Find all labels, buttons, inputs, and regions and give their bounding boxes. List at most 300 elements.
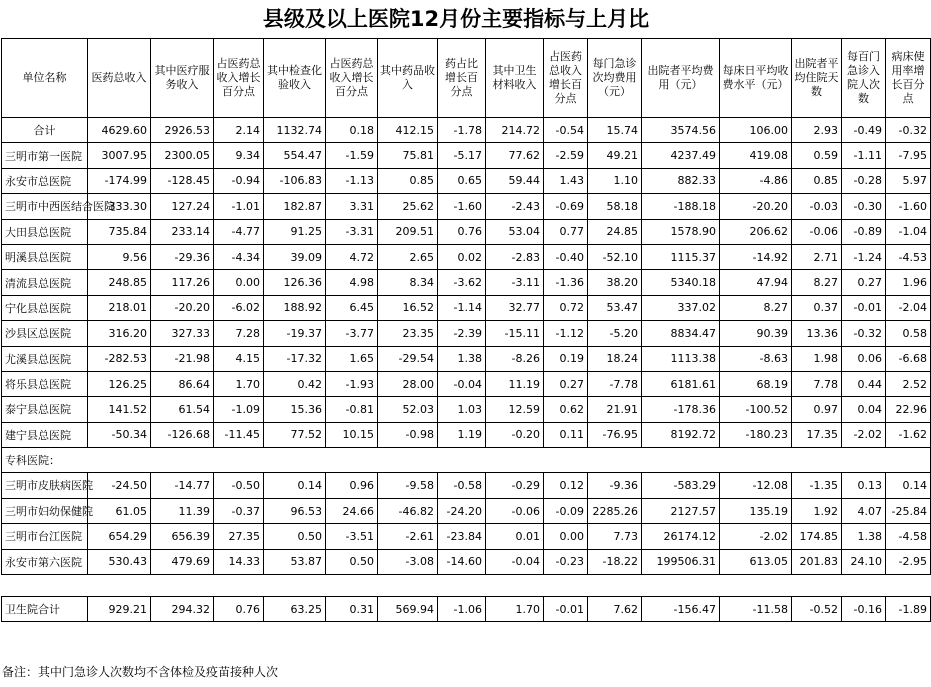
value-cell: -21.98 [151, 346, 214, 371]
value-cell: -0.06 [792, 219, 842, 244]
value-cell: 4.98 [326, 270, 378, 295]
value-cell: -0.32 [842, 321, 886, 346]
column-header: 出院者平均费用（元） [642, 39, 720, 118]
value-cell: -25.84 [886, 498, 931, 523]
value-cell: 27.35 [214, 524, 264, 549]
value-cell: 0.11 [544, 422, 588, 447]
value-cell: 0.96 [326, 473, 378, 498]
value-cell: 6.45 [326, 295, 378, 320]
value-cell: 0.62 [544, 397, 588, 422]
spacer-cell [2, 575, 931, 597]
value-cell: 656.39 [151, 524, 214, 549]
value-cell: -4.53 [886, 244, 931, 269]
value-cell: -2.02 [720, 524, 792, 549]
value-cell: 18.24 [588, 346, 642, 371]
value-cell: -6.02 [214, 295, 264, 320]
value-cell: 0.59 [792, 143, 842, 168]
unit-name-cell: 沙县区总医院 [2, 321, 88, 346]
value-cell: -29.36 [151, 244, 214, 269]
value-cell: 17.35 [792, 422, 842, 447]
column-header: 每百门急诊入院人次数 [842, 39, 886, 118]
table-row [2, 371, 931, 396]
value-cell: -156.47 [642, 597, 720, 622]
value-cell: 0.72 [544, 295, 588, 320]
value-cell: 654.29 [88, 524, 151, 549]
unit-name-cell: 明溪县总医院 [2, 244, 88, 269]
value-cell: -1.04 [886, 219, 931, 244]
value-cell: -174.99 [88, 168, 151, 193]
value-cell: -52.10 [588, 244, 642, 269]
table-row [2, 194, 931, 219]
value-cell: -1.06 [438, 597, 486, 622]
value-cell: 182.87 [264, 194, 326, 219]
value-cell: -1.60 [886, 194, 931, 219]
value-cell: 2.93 [792, 118, 842, 143]
value-cell: 4629.60 [88, 118, 151, 143]
value-cell: -1.60 [438, 194, 486, 219]
value-cell: 13.36 [792, 321, 842, 346]
value-cell: 21.91 [588, 397, 642, 422]
value-cell: 91.25 [264, 219, 326, 244]
value-cell: 1115.37 [642, 244, 720, 269]
value-cell: -46.82 [378, 498, 438, 523]
value-cell: 7.28 [214, 321, 264, 346]
value-cell: -1.14 [438, 295, 486, 320]
value-cell: 1.70 [214, 371, 264, 396]
value-cell: 0.27 [544, 371, 588, 396]
value-cell: 4.15 [214, 346, 264, 371]
value-cell: 233.14 [151, 219, 214, 244]
value-cell: 4.07 [842, 498, 886, 523]
value-cell: -180.23 [720, 422, 792, 447]
unit-name-cell: 大田县总医院 [2, 219, 88, 244]
value-cell: -8.63 [720, 346, 792, 371]
value-cell: 8834.47 [642, 321, 720, 346]
value-cell: -188.18 [642, 194, 720, 219]
table-row [2, 143, 931, 168]
value-cell: 141.52 [88, 397, 151, 422]
value-cell: -14.77 [151, 473, 214, 498]
table-row [2, 219, 931, 244]
column-header: 药占比增长百分点 [438, 39, 486, 118]
column-header: 病床使用率增长百分点 [886, 39, 931, 118]
value-cell: 22.96 [886, 397, 931, 422]
value-cell: -1.13 [326, 168, 378, 193]
value-cell: 68.19 [720, 371, 792, 396]
value-cell: -0.50 [214, 473, 264, 498]
value-cell: 2926.53 [151, 118, 214, 143]
value-cell: 77.52 [264, 422, 326, 447]
value-cell: 554.47 [264, 143, 326, 168]
column-header: 占医药总收入增长百分点 [326, 39, 378, 118]
value-cell: -4.34 [214, 244, 264, 269]
value-cell: -0.20 [486, 422, 544, 447]
unit-name-cell: 建宁县总医院 [2, 422, 88, 447]
value-cell: 0.37 [792, 295, 842, 320]
value-cell: 0.01 [486, 524, 544, 549]
value-cell: -76.95 [588, 422, 642, 447]
value-cell: 32.77 [486, 295, 544, 320]
value-cell: -3.62 [438, 270, 486, 295]
value-cell: 2.65 [378, 244, 438, 269]
value-cell: 11.19 [486, 371, 544, 396]
value-cell: -0.69 [544, 194, 588, 219]
value-cell: -0.23 [544, 549, 588, 574]
value-cell: 5340.18 [642, 270, 720, 295]
value-cell: 90.39 [720, 321, 792, 346]
value-cell: 106.00 [720, 118, 792, 143]
value-cell: 0.19 [544, 346, 588, 371]
value-cell: 8192.72 [642, 422, 720, 447]
table-row [2, 118, 931, 143]
value-cell: 218.01 [88, 295, 151, 320]
table-row [2, 270, 931, 295]
value-cell: -1.12 [544, 321, 588, 346]
column-header: 占医药总收入增长百分点 [544, 39, 588, 118]
value-cell: 3007.95 [88, 143, 151, 168]
value-cell: 294.32 [151, 597, 214, 622]
value-cell: 0.18 [326, 118, 378, 143]
value-cell: -0.29 [486, 473, 544, 498]
value-cell: 479.69 [151, 549, 214, 574]
value-cell: 38.20 [588, 270, 642, 295]
value-cell: 26174.12 [642, 524, 720, 549]
value-cell: -1.35 [792, 473, 842, 498]
value-cell: 61.54 [151, 397, 214, 422]
value-cell: -5.20 [588, 321, 642, 346]
value-cell: 201.83 [792, 549, 842, 574]
value-cell: 59.44 [486, 168, 544, 193]
column-header: 其中卫生材料收入 [486, 39, 544, 118]
value-cell: 52.03 [378, 397, 438, 422]
section-label: 专科医院： [2, 448, 931, 473]
value-cell: -5.17 [438, 143, 486, 168]
value-cell: -282.53 [88, 346, 151, 371]
spacer-row [2, 575, 931, 597]
value-cell: 0.65 [438, 168, 486, 193]
value-cell: 126.36 [264, 270, 326, 295]
value-cell: 206.62 [720, 219, 792, 244]
value-cell: 0.06 [842, 346, 886, 371]
value-cell: 1113.38 [642, 346, 720, 371]
value-cell: 8.27 [720, 295, 792, 320]
column-header: 其中医疗服务收入 [151, 39, 214, 118]
value-cell: -8.26 [486, 346, 544, 371]
value-cell: 0.58 [886, 321, 931, 346]
value-cell: -0.06 [486, 498, 544, 523]
value-cell: -17.32 [264, 346, 326, 371]
value-cell: 127.24 [151, 194, 214, 219]
value-cell: 58.18 [588, 194, 642, 219]
value-cell: 0.31 [326, 597, 378, 622]
value-cell: -0.52 [792, 597, 842, 622]
value-cell: -0.09 [544, 498, 588, 523]
unit-name-cell: 宁化县总医院 [2, 295, 88, 320]
indicator-table [1, 38, 931, 622]
value-cell: 0.85 [792, 168, 842, 193]
value-cell: -3.08 [378, 549, 438, 574]
value-cell: -7.78 [588, 371, 642, 396]
value-cell: -3.51 [326, 524, 378, 549]
value-cell: 4237.49 [642, 143, 720, 168]
value-cell: 28.00 [378, 371, 438, 396]
value-cell: 16.52 [378, 295, 438, 320]
value-cell: 77.62 [486, 143, 544, 168]
value-cell: -1.62 [886, 422, 931, 447]
value-cell: 1.38 [842, 524, 886, 549]
value-cell: -0.32 [886, 118, 931, 143]
footnote: 备注：其中门急诊人次数均不含体检及疫苗接种人次 [2, 665, 279, 679]
value-cell: 135.19 [720, 498, 792, 523]
unit-name-cell: 卫生院合计 [2, 597, 88, 622]
value-cell: -2.39 [438, 321, 486, 346]
value-cell: -6.68 [886, 346, 931, 371]
value-cell: -126.68 [151, 422, 214, 447]
value-cell: 0.85 [378, 168, 438, 193]
value-cell: -2.02 [842, 422, 886, 447]
value-cell: 8.27 [792, 270, 842, 295]
value-cell: 12.59 [486, 397, 544, 422]
value-cell: -14.60 [438, 549, 486, 574]
value-cell: 11.39 [151, 498, 214, 523]
value-cell: 1.92 [792, 498, 842, 523]
value-cell: 882.33 [642, 168, 720, 193]
value-cell: -0.01 [842, 295, 886, 320]
value-cell: 929.21 [88, 597, 151, 622]
table-row [2, 524, 931, 549]
value-cell: -0.30 [842, 194, 886, 219]
value-cell: -0.81 [326, 397, 378, 422]
value-cell: -1.78 [438, 118, 486, 143]
unit-name-cell: 将乐县总医院 [2, 371, 88, 396]
value-cell: 23.35 [378, 321, 438, 346]
value-cell: 1578.90 [642, 219, 720, 244]
value-cell: -19.37 [264, 321, 326, 346]
value-cell: -106.83 [264, 168, 326, 193]
value-cell: 53.87 [264, 549, 326, 574]
column-header: 其中检查化验收入 [264, 39, 326, 118]
value-cell: -9.36 [588, 473, 642, 498]
value-cell: 0.27 [842, 270, 886, 295]
value-cell: 412.15 [378, 118, 438, 143]
column-header: 每床日平均收费水平（元） [720, 39, 792, 118]
table-row [2, 549, 931, 574]
unit-name-cell: 三明市第一医院 [2, 143, 88, 168]
value-cell: -0.01 [544, 597, 588, 622]
value-cell: 14.33 [214, 549, 264, 574]
value-cell: -20.20 [720, 194, 792, 219]
value-cell: 569.94 [378, 597, 438, 622]
value-cell: -0.58 [438, 473, 486, 498]
value-cell: 126.25 [88, 371, 151, 396]
value-cell: 7.78 [792, 371, 842, 396]
table-row [2, 473, 931, 498]
value-cell: 0.14 [264, 473, 326, 498]
value-cell: -0.04 [438, 371, 486, 396]
value-cell: -0.98 [378, 422, 438, 447]
value-cell: 0.00 [214, 270, 264, 295]
value-cell: -3.77 [326, 321, 378, 346]
value-cell: -14.92 [720, 244, 792, 269]
table-row [2, 168, 931, 193]
table-row [2, 498, 931, 523]
value-cell: 53.04 [486, 219, 544, 244]
value-cell: 1.98 [792, 346, 842, 371]
table-row [2, 346, 931, 371]
section-row [2, 448, 931, 473]
value-cell: 24.10 [842, 549, 886, 574]
column-header: 占医药总收入增长百分点 [214, 39, 264, 118]
column-header: 出院者平均住院天数 [792, 39, 842, 118]
table-row [2, 295, 931, 320]
value-cell: 2300.05 [151, 143, 214, 168]
value-cell: -0.49 [842, 118, 886, 143]
value-cell: 2.71 [792, 244, 842, 269]
value-cell: -18.22 [588, 549, 642, 574]
value-cell: 530.43 [88, 549, 151, 574]
header-row [2, 39, 931, 118]
value-cell: 1.38 [438, 346, 486, 371]
value-cell: -4.77 [214, 219, 264, 244]
value-cell: 4.72 [326, 244, 378, 269]
value-cell: 9.34 [214, 143, 264, 168]
value-cell: -50.34 [88, 422, 151, 447]
value-cell: 0.76 [438, 219, 486, 244]
value-cell: 1132.74 [264, 118, 326, 143]
value-cell: 0.00 [544, 524, 588, 549]
table-row [2, 244, 931, 269]
value-cell: -2.59 [544, 143, 588, 168]
value-cell: -2.83 [486, 244, 544, 269]
value-cell: 1.43 [544, 168, 588, 193]
value-cell: -0.89 [842, 219, 886, 244]
value-cell: -0.28 [842, 168, 886, 193]
value-cell: 419.08 [720, 143, 792, 168]
value-cell: -4.86 [720, 168, 792, 193]
value-cell: -2.61 [378, 524, 438, 549]
value-cell: 0.77 [544, 219, 588, 244]
value-cell: -11.58 [720, 597, 792, 622]
value-cell: 2127.57 [642, 498, 720, 523]
unit-name-cell: 三明市中西医结合医院 [2, 194, 88, 219]
value-cell: -4.58 [886, 524, 931, 549]
value-cell: 199506.31 [642, 549, 720, 574]
value-cell: 47.94 [720, 270, 792, 295]
value-cell: -1.59 [326, 143, 378, 168]
unit-name-cell: 泰宁县总医院 [2, 397, 88, 422]
value-cell: 24.66 [326, 498, 378, 523]
column-header: 每门急诊次均费用（元） [588, 39, 642, 118]
value-cell: 188.92 [264, 295, 326, 320]
value-cell: 3574.56 [642, 118, 720, 143]
value-cell: 86.64 [151, 371, 214, 396]
value-cell: -1.24 [842, 244, 886, 269]
value-cell: 1.70 [486, 597, 544, 622]
page-title: 县级及以上医院12月份主要指标与上月比 [262, 7, 650, 31]
value-cell: 9.56 [88, 244, 151, 269]
value-cell: 1.65 [326, 346, 378, 371]
value-cell: -178.36 [642, 397, 720, 422]
value-cell: 0.02 [438, 244, 486, 269]
value-cell: 1.03 [438, 397, 486, 422]
value-cell: 0.97 [792, 397, 842, 422]
value-cell: 316.20 [88, 321, 151, 346]
unit-name-cell: 三明市妇幼保健院 [2, 498, 88, 523]
column-header-unit: 单位名称 [2, 39, 88, 118]
table-row [2, 397, 931, 422]
unit-name-cell: 合计 [2, 118, 88, 143]
value-cell: 0.14 [886, 473, 931, 498]
value-cell: -1.01 [214, 194, 264, 219]
value-cell: -11.45 [214, 422, 264, 447]
value-cell: -2.95 [886, 549, 931, 574]
value-cell: 7.62 [588, 597, 642, 622]
value-cell: 214.72 [486, 118, 544, 143]
value-cell: -1.93 [326, 371, 378, 396]
value-cell: 15.74 [588, 118, 642, 143]
value-cell: 174.85 [792, 524, 842, 549]
value-cell: -24.20 [438, 498, 486, 523]
unit-name-cell: 三明市台江医院 [2, 524, 88, 549]
column-header: 医药总收入 [88, 39, 151, 118]
value-cell: -0.54 [544, 118, 588, 143]
unit-name-cell: 永安市第六医院 [2, 549, 88, 574]
value-cell: -583.29 [642, 473, 720, 498]
value-cell: -0.40 [544, 244, 588, 269]
value-cell: 0.44 [842, 371, 886, 396]
value-cell: 10.15 [326, 422, 378, 447]
value-cell: 7.73 [588, 524, 642, 549]
value-cell: 2285.26 [588, 498, 642, 523]
value-cell: 15.36 [264, 397, 326, 422]
value-cell: -7.95 [886, 143, 931, 168]
value-cell: 96.53 [264, 498, 326, 523]
value-cell: 0.50 [264, 524, 326, 549]
value-cell: 63.25 [264, 597, 326, 622]
value-cell: 2.52 [886, 371, 931, 396]
value-cell: -100.52 [720, 397, 792, 422]
value-cell: -29.54 [378, 346, 438, 371]
value-cell: -2.04 [886, 295, 931, 320]
value-cell: 5.97 [886, 168, 931, 193]
value-cell: -15.11 [486, 321, 544, 346]
value-cell: 6181.61 [642, 371, 720, 396]
unit-name-cell: 尤溪县总医院 [2, 346, 88, 371]
value-cell: -3.31 [326, 219, 378, 244]
value-cell: -128.45 [151, 168, 214, 193]
value-cell: 49.21 [588, 143, 642, 168]
value-cell: 39.09 [264, 244, 326, 269]
value-cell: 0.04 [842, 397, 886, 422]
value-cell: -0.37 [214, 498, 264, 523]
value-cell: 117.26 [151, 270, 214, 295]
value-cell: 209.51 [378, 219, 438, 244]
value-cell: -20.20 [151, 295, 214, 320]
value-cell: -1.36 [544, 270, 588, 295]
unit-name-cell: 永安市总医院 [2, 168, 88, 193]
value-cell: 735.84 [88, 219, 151, 244]
value-cell: 24.85 [588, 219, 642, 244]
value-cell: 8.34 [378, 270, 438, 295]
value-cell: -2.43 [486, 194, 544, 219]
value-cell: 61.05 [88, 498, 151, 523]
value-cell: 53.47 [588, 295, 642, 320]
value-cell: 0.12 [544, 473, 588, 498]
value-cell: 1.10 [588, 168, 642, 193]
value-cell: -0.03 [792, 194, 842, 219]
value-cell: -23.84 [438, 524, 486, 549]
value-cell: 333.30 [88, 194, 151, 219]
